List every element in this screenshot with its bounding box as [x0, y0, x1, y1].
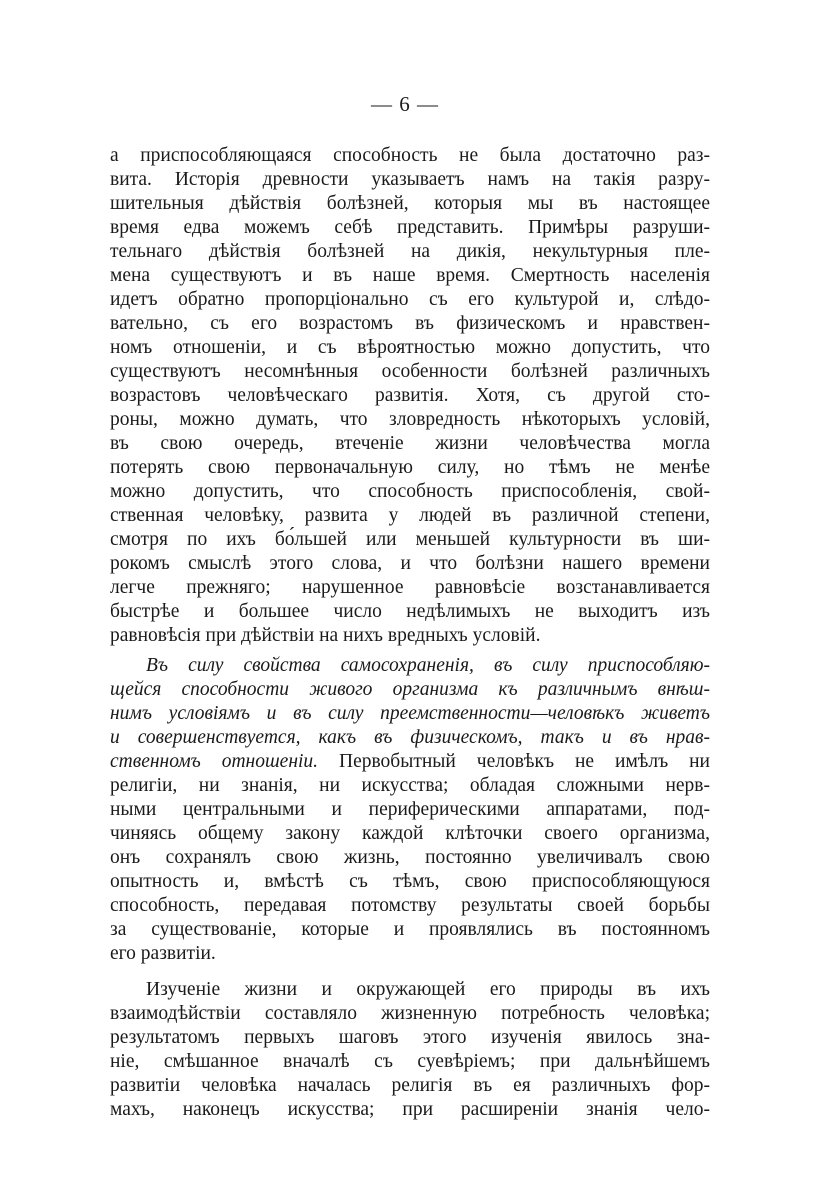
text-line: быстрѣе и большее число недѣлимыхъ не выходитъ изъ [110, 601, 710, 622]
italic-line: щейся способности живого организма къ различнымъ внѣш- [110, 679, 710, 700]
paragraph-3 [110, 978, 710, 1122]
text-line: номъ отношеніи, и съ вѣроятностью можно допустить, что [110, 337, 710, 358]
text-line: ніе, смѣшанное вначалѣ съ суевѣріемъ; при дальнѣйшемъ [110, 1051, 710, 1072]
page-number: — 6 — [371, 92, 439, 116]
text-line: способность, передавая потомству результаты своей борьбы [110, 895, 710, 916]
text-line: его развитіи. [110, 943, 216, 964]
text-line: религіи, ни знанія, ни искусства; обладая сложными нерв- [110, 775, 710, 796]
text-line: легче прежняго; нарушенное равновѣсіе возстанавливается [110, 577, 710, 598]
text-line: возрастовъ человѣческаго развитія. Хотя, съ другой сто- [110, 385, 710, 406]
text-line: онъ сохранялъ свою жизнь, постоянно увеличивалъ свою [110, 847, 710, 868]
text-line: махъ, наконецъ искусства; при расширеніи знанія чело- [110, 1099, 710, 1120]
text-line: развитіи человѣка началась религія въ ея различныхъ фор- [110, 1075, 710, 1096]
text-line: а приспособляющаяся способность не была достаточно раз- [110, 145, 710, 166]
text-line: въ свою очередь, втеченіе жизни человѣчества могла [110, 433, 710, 454]
text-line: потерять свою первоначальную силу, но тѣмъ не менѣе [110, 457, 710, 478]
italic-line: нимъ условіямъ и въ силу преемственности—человѣкъ живетъ [110, 703, 710, 724]
text-line: время едва можемъ себѣ представить. Примѣры разруши- [110, 217, 710, 238]
mixed-line [110, 750, 710, 774]
text-line: опытность и, вмѣстѣ съ тѣмъ, свою приспособляющуюся [110, 871, 710, 892]
text-line: тельнаго дѣйствія болѣзней на дикія, некультурныя пле- [110, 241, 710, 262]
text-line: вита. Исторія древности указываетъ намъ на такія разру- [110, 169, 710, 190]
line-remainder: Первобытный человѣкъ не имѣлъ ни [318, 751, 710, 772]
paragraph-1 [110, 144, 710, 648]
text-line: рокомъ смыслѣ этого слова, и что болѣзни нашего времени [110, 553, 710, 574]
text-line: чиняясь общему закону каждой клѣточки своего организма, [110, 823, 710, 844]
text-line: за существованіе, которые и проявлялись въ постоянномъ [110, 919, 710, 940]
text-line: результатомъ первыхъ шаговъ этого изученія явилось зна- [110, 1027, 710, 1048]
text-line: можно допустить, что способность приспособленія, свой- [110, 481, 710, 502]
italic-line: Въ силу свойства самосохраненія, въ силу приспособляю- [146, 655, 710, 676]
text-line: мена существуютъ и въ наше время. Смертность населенія [110, 265, 710, 286]
text-line: существуютъ несомнѣнныя особенности болѣзней различныхъ [110, 361, 710, 382]
text-line: ственная человѣку, развита у людей въ различной степени, [110, 505, 710, 526]
text-line: ными центральными и периферическими аппаратами, под- [110, 799, 710, 820]
paragraph-2 [110, 654, 710, 966]
text-line: взаимодѣйствіи составляло жизненную потребность человѣка; [110, 1003, 710, 1024]
text-line: идетъ обратно пропорціонально съ его культурой и, слѣдо- [110, 289, 710, 310]
body-text [110, 144, 710, 1122]
italic-phrase: ственномъ отношеніи. [110, 751, 319, 772]
text-line: Изученіе жизни и окружающей его природы въ ихъ [146, 979, 710, 1000]
text-line: равновѣсія при дѣйствіи на нихъ вредныхъ условій. [110, 625, 541, 646]
text-line: вательно, съ его возрастомъ въ физическомъ и нравствен- [110, 313, 710, 334]
text-line: роны, можно думать, что зловредность нѣкоторыхъ условій, [110, 409, 710, 430]
text-line: шительныя дѣйствія болѣзней, которыя мы въ настоящее [110, 193, 710, 214]
text-line: смотря по ихъ бо́льшей или меньшей культурности въ ши- [110, 529, 710, 550]
italic-line: и совершенствуется, какъ въ физическомъ, такъ и въ нрав- [110, 727, 710, 748]
